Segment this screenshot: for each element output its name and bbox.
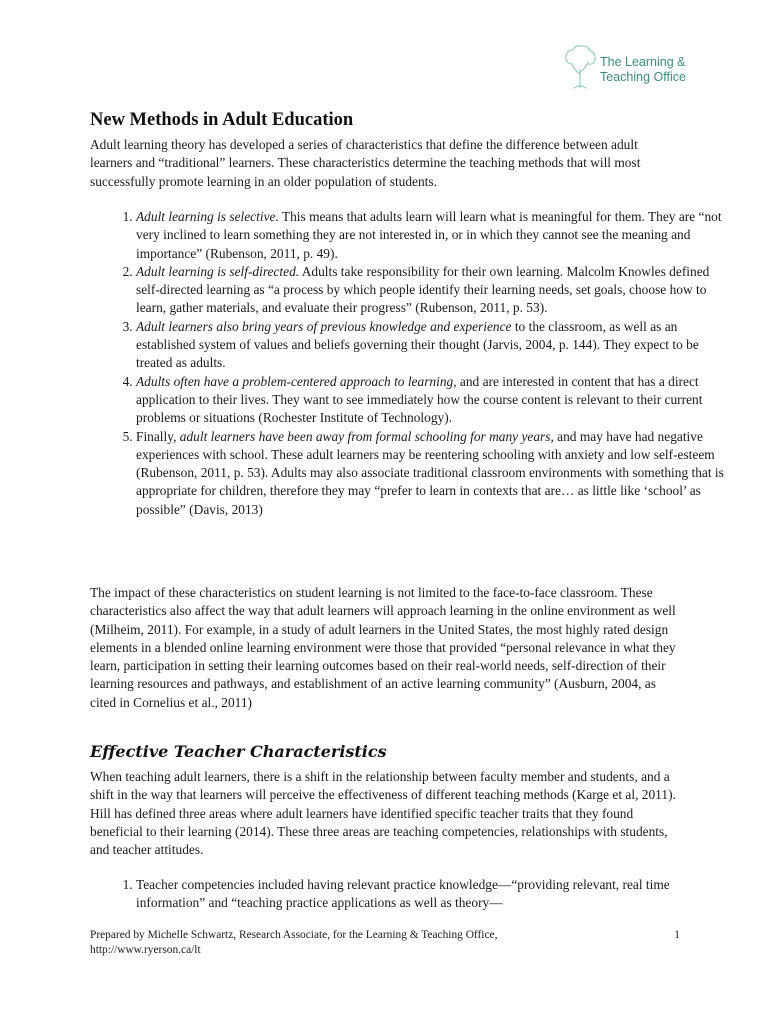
page-title: New Methods in Adult Education bbox=[90, 110, 354, 130]
item-text: Adults take responsibility for their own learning. Malcolm Knowles defined self-directed learning as “a process by which people identify their learning needs, set goals, choose how to learn, gather materials, and evaluate their progress” (Rubenson, 2011, p. 53). bbox=[136, 263, 710, 316]
list-item bbox=[136, 373, 726, 428]
item-text: , and are interested in content that has a direct application to their lives. They want to see immediately how the course content is relevant to their current problems or situations (Rochester Institute of Technology). bbox=[136, 373, 703, 426]
learning-teaching-office-logo bbox=[562, 44, 686, 90]
impact-paragraph: The impact of these characteristics on student learning is not limited to the face-to-face classroom. These characteristics also affect the way that adult learners will approach learning in the online environment as well (Milheim, 2011). For example, in a study of adult learners in the United States, the most highly rated design elements in a blended online learning environment were those that provided “personal relevance in what they learn, participation in setting their learning outcomes based on their real-world needs, self-direction of their learning resources and pathways, and establishment of an active learning community” (Ausburn, 2004, as cited in Cornelius et al., 2011) bbox=[90, 585, 676, 710]
intro-paragraph: Adult learning theory has developed a series of characteristics that define the difference between adult learners and “traditional” learners. These characteristics determine the teaching methods that will most successfully promote learning in an older population of students. bbox=[90, 137, 641, 189]
item-emphasis: Adults often have a problem-centered approach to learning bbox=[136, 373, 454, 389]
list-item bbox=[136, 263, 726, 318]
item-emphasis: adult learners have been away from formal schooling for many years bbox=[179, 428, 551, 444]
item-emphasis: Adult learning is self-directed. bbox=[136, 263, 300, 279]
item-lead: Finally, bbox=[136, 428, 180, 444]
page-footer bbox=[90, 928, 680, 957]
tree-icon bbox=[562, 44, 598, 90]
section-heading: Effective Teacher Characteristics bbox=[90, 742, 387, 761]
list-item bbox=[136, 318, 726, 373]
footer-url: http://www.ryerson.ca/lt bbox=[90, 943, 201, 956]
document-page bbox=[90, 0, 724, 1024]
adult-learning-characteristics-list bbox=[90, 208, 726, 519]
item-text: This means that adults learn will learn what is meaningful for them. They are “not very inclined to learn something they are not interested in, or in which they cannot see the meaning and importance” (Rubenson, 2011, p. 49). bbox=[136, 209, 722, 261]
list-item bbox=[136, 208, 726, 263]
item-text: , and may have had negative experiences with school. These adult learners may be reentering schooling with anxiety and low self-esteem (Rubenson, 2011, p. 53). Adults may also associate traditional classroom environments with something that is appropriate for children, therefore they may “prefer to learn in contexts that are… as little like ‘school’ as possible” (Davis, 2013) bbox=[136, 428, 724, 517]
list-item bbox=[136, 428, 726, 519]
logo-line-1: The Learning & bbox=[600, 55, 686, 69]
item-emphasis: Adult learners also bring years of previous knowledge and experience bbox=[136, 318, 512, 334]
item-emphasis: Adult learning is selective. bbox=[136, 209, 279, 224]
item-text: to the classroom, as well as an established system of values and beliefs governing their thought (Jarvis, 2004, p. 144). They expect to be treated as adults. bbox=[136, 318, 699, 371]
logo-line-2: Teaching Office bbox=[600, 70, 686, 84]
list-item: 1. Teacher competencies included having relevant practice knowledge—“providing relevant, real time information” and “teaching practice applications as well as theory— bbox=[136, 876, 726, 913]
page-number: 1 bbox=[674, 929, 680, 941]
teacher-paragraph: When teaching adult learners, there is a shift in the relationship between faculty member and students, and a shift in the way that learners will perceive the effectiveness of different teaching methods (Karge et al, 2011). Hill has defined three areas where adult learners have identified specific teacher traits that they found beneficial to their learning (2014). These three areas are teaching competencies, relationships with students, and teacher attitudes. bbox=[90, 769, 676, 858]
teacher-traits-list bbox=[90, 876, 726, 913]
footer-credit: Prepared by Michelle Schwartz, Research Associate, for the Learning & Teaching Office, bbox=[90, 929, 498, 941]
